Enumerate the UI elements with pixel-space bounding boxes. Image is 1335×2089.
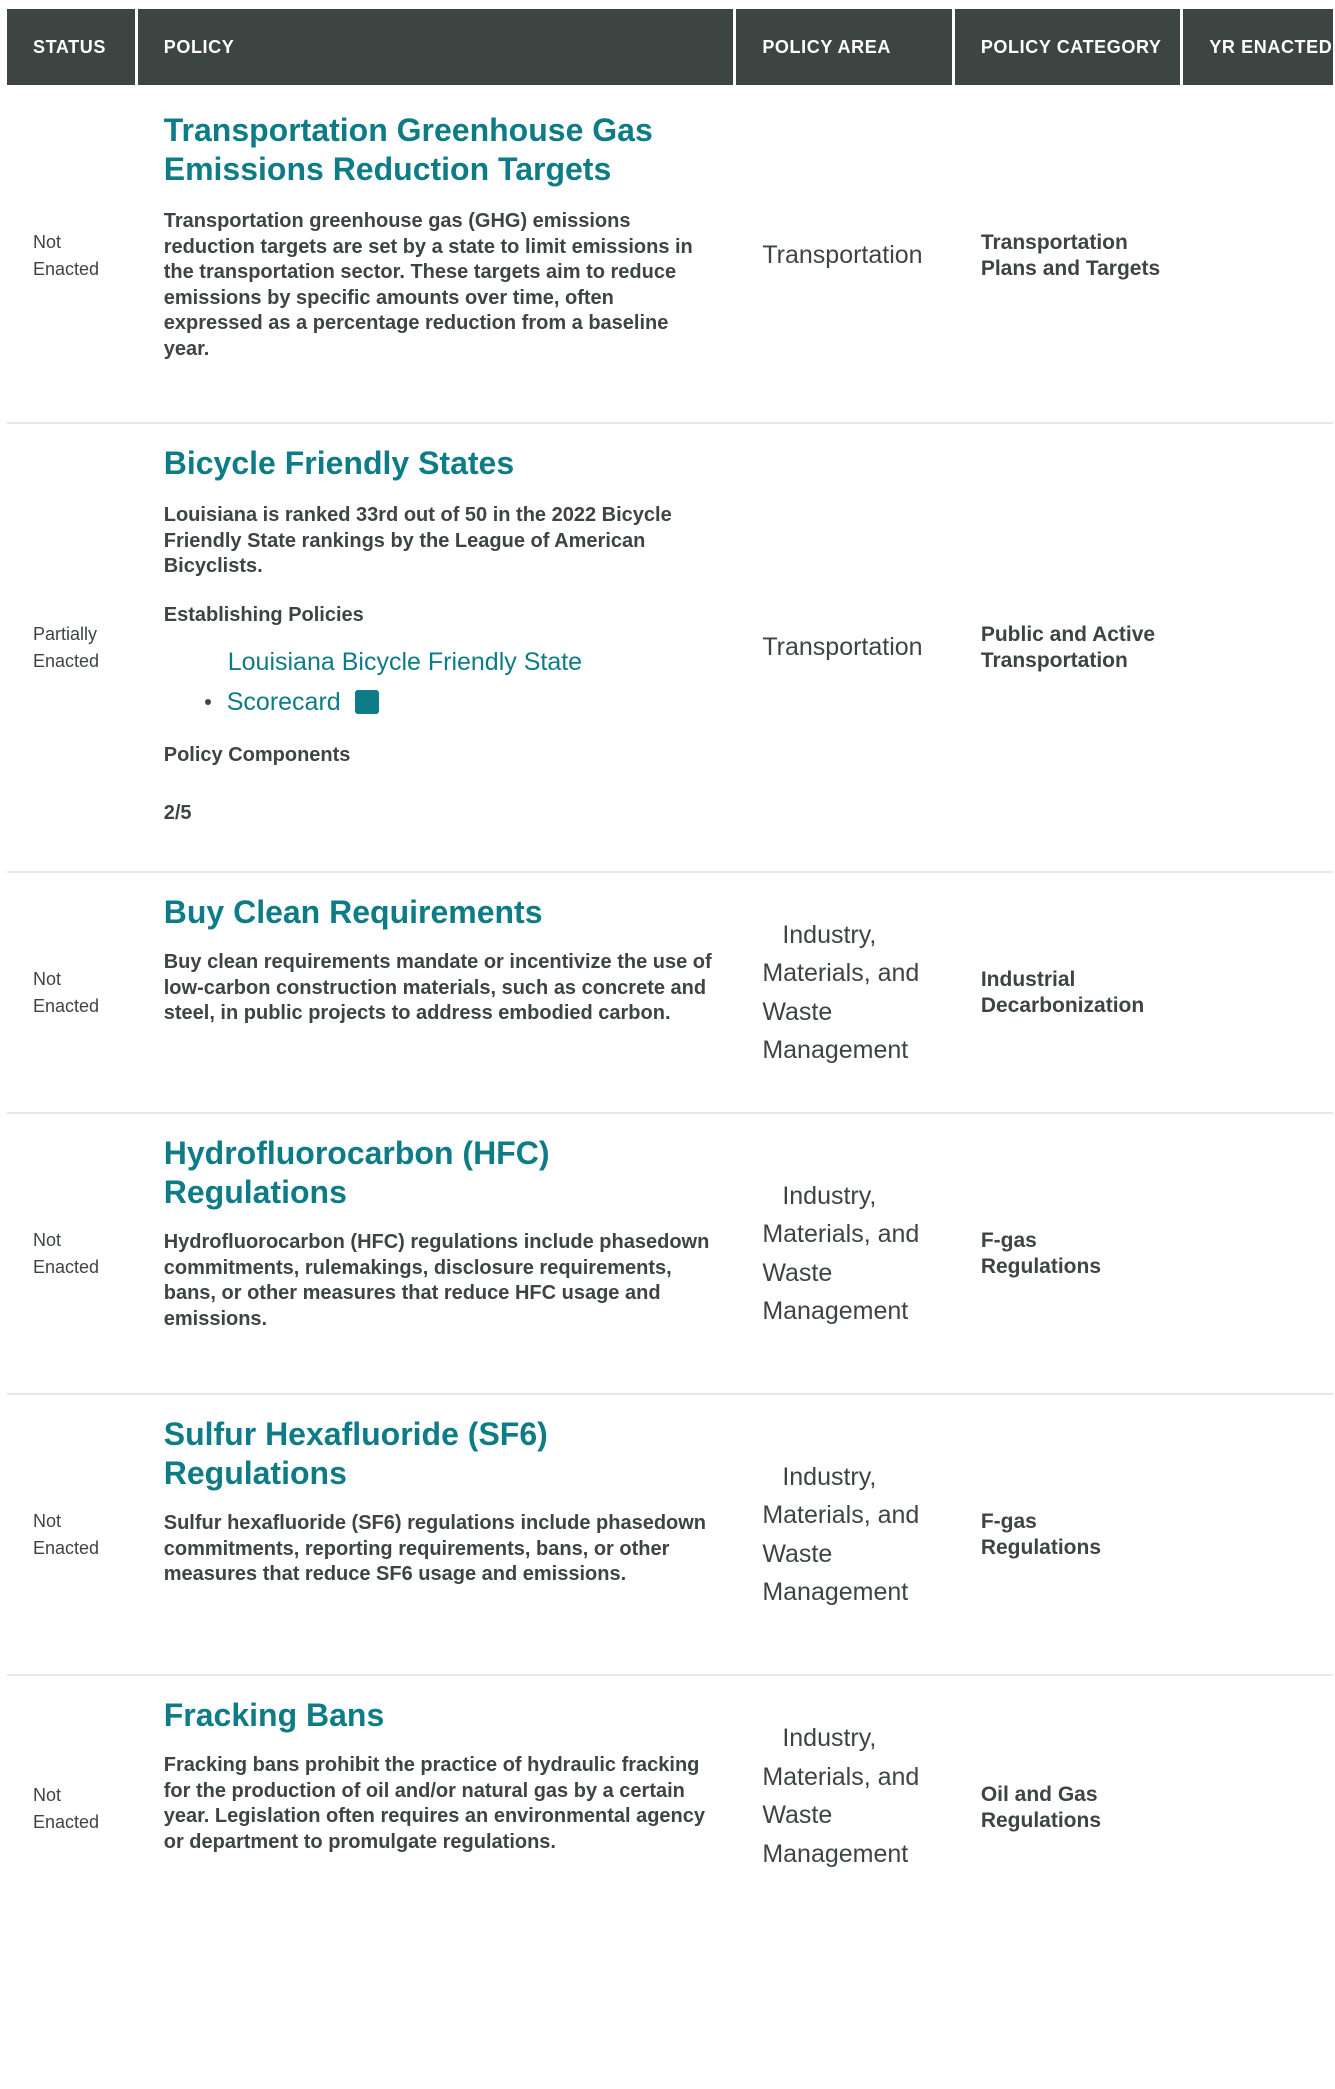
policy-cell — [138, 1676, 734, 1855]
status-cell — [7, 873, 135, 1112]
status-cell — [7, 1676, 135, 1966]
policy-description: Fracking bans prohibit the practice of hydraulic fracking for the production of oil and/or natural gas by a certain year. Legislation often requires an environmental agency or department to promulgate regulations. — [163, 1754, 706, 1853]
table-row — [7, 871, 1333, 1112]
table-header — [7, 9, 1333, 85]
policy-description: Louisiana is ranked 33rd out of 50 in the 2022 Bicycle Friendly State rankings by the League of American Bicyclists. — [163, 504, 672, 577]
year-enacted-cell — [1183, 424, 1333, 871]
policy-cell — [138, 1395, 734, 1674]
policy-title[interactable]: Fracking Bans — [163, 1697, 385, 1733]
header-year-enacted[interactable]: YR ENACTED — [1183, 9, 1333, 85]
table-row — [7, 1393, 1333, 1674]
policy-area: Industry, Materials, and Waste Management — [762, 920, 920, 1064]
policy-area: Industry, Materials, and Waste Management — [762, 1181, 920, 1325]
policy-category-cell — [955, 89, 1180, 422]
header-policy-area[interactable]: POLICY AREA — [736, 9, 952, 85]
policy-description: Transportation greenhouse gas (GHG) emissions reduction targets are set by a state to limit emissions in the transportation sector. These targets aim to reduce emissions by specific amounts over time, often expressed as a percentage reduction from a baseline year. — [163, 210, 693, 360]
policy-title[interactable]: Bicycle Friendly States — [163, 445, 515, 481]
list-bullet — [205, 699, 211, 705]
table-row — [7, 1112, 1333, 1393]
policy-cell — [138, 1114, 734, 1393]
table-row — [7, 1674, 1333, 1964]
policy-components-value: 2/5 — [163, 801, 192, 824]
policy-area-cell — [736, 89, 952, 422]
policy-category-cell — [955, 1114, 1180, 1393]
status-cell — [7, 1395, 135, 1674]
header-status[interactable]: STATUS — [7, 9, 135, 85]
status-text: Not Enacted — [33, 968, 100, 1016]
table-row — [7, 89, 1333, 422]
policy-cell — [138, 873, 734, 1112]
policy-description: Buy clean requirements mandate or incentivize the use of low-carbon construction materials, such as concrete and steel, in public projects to address embodied carbon. — [163, 951, 712, 1024]
status-text: Not Enacted — [33, 1229, 100, 1277]
policy-cell — [138, 424, 734, 871]
policy-area-cell — [736, 1114, 952, 1393]
policy-description: Sulfur hexafluoride (SF6) regulations include phasedown commitments, reporting requirements, bans, or other measures that reduce SF6 usage and emissions. — [163, 1512, 707, 1585]
policy-title[interactable]: Buy Clean Requirements — [163, 894, 543, 930]
policy-category-cell — [955, 1395, 1180, 1674]
year-enacted-cell — [1183, 89, 1333, 422]
policy-title[interactable]: Transportation Greenhouse Gas Emissions Reduction Targets — [163, 112, 653, 187]
year-enacted-cell — [1183, 1395, 1333, 1674]
policy-area: Transportation — [762, 241, 923, 270]
policy-area: Transportation — [762, 633, 923, 662]
policy-area-cell — [736, 1395, 952, 1674]
policy-components-heading: Policy Components — [163, 743, 351, 766]
policy-category-cell — [955, 1676, 1180, 1833]
table-row — [7, 422, 1333, 871]
scorecard-link-item[interactable] — [164, 682, 714, 722]
status-text: Partially Enacted — [33, 623, 100, 671]
policy-description: Hydrofluorocarbon (HFC) regulations include phasedown commitments, rulemakings, disclosure requirements, bans, or other measures that reduce HFC usage and emissions. — [163, 1231, 710, 1330]
policy-table — [7, 9, 1333, 1964]
policy-area: Industry, Materials, and Waste Management — [762, 1724, 920, 1868]
scorecard-link-line1[interactable]: Louisiana Bicycle Friendly State — [227, 647, 583, 676]
policy-category: Public and Active Transportation — [980, 623, 1156, 672]
policy-category-cell — [955, 873, 1180, 1112]
status-cell — [7, 1114, 135, 1393]
policy-area: Industry, Materials, and Waste Management — [762, 1462, 920, 1606]
policy-category: F-gas Regulations — [980, 1229, 1102, 1278]
policy-area-cell — [736, 873, 952, 1112]
policy-title[interactable]: Sulfur Hexafluoride (SF6) Regulations — [163, 1416, 548, 1491]
scorecard-link[interactable] — [164, 642, 714, 722]
policy-category-cell — [955, 424, 1180, 871]
status-text: Not Enacted — [33, 231, 100, 279]
policy-cell — [138, 89, 734, 422]
external-link-icon[interactable] — [355, 690, 379, 714]
scorecard-link-line2[interactable]: Scorecard — [226, 687, 341, 716]
policy-category: F-gas Regulations — [980, 1510, 1102, 1559]
status-cell — [7, 424, 135, 871]
policy-area-cell — [736, 424, 952, 871]
header-policy-category[interactable]: POLICY CATEGORY — [955, 9, 1181, 85]
establishing-policies-heading: Establishing Policies — [163, 603, 364, 626]
policy-category: Oil and Gas Regulations — [980, 1783, 1102, 1832]
policy-category: Transportation Plans and Targets — [980, 231, 1161, 280]
year-enacted-cell — [1183, 873, 1333, 1112]
header-policy[interactable]: POLICY — [138, 9, 734, 85]
status-text: Not Enacted — [33, 1785, 100, 1832]
year-enacted-cell — [1183, 1114, 1333, 1393]
policy-area-cell — [736, 1676, 952, 1873]
status-cell — [7, 89, 135, 422]
status-text: Not Enacted — [33, 1510, 100, 1558]
policy-category: Industrial Decarbonization — [980, 968, 1145, 1017]
policy-title[interactable]: Hydrofluorocarbon (HFC) Regulations — [163, 1135, 550, 1210]
